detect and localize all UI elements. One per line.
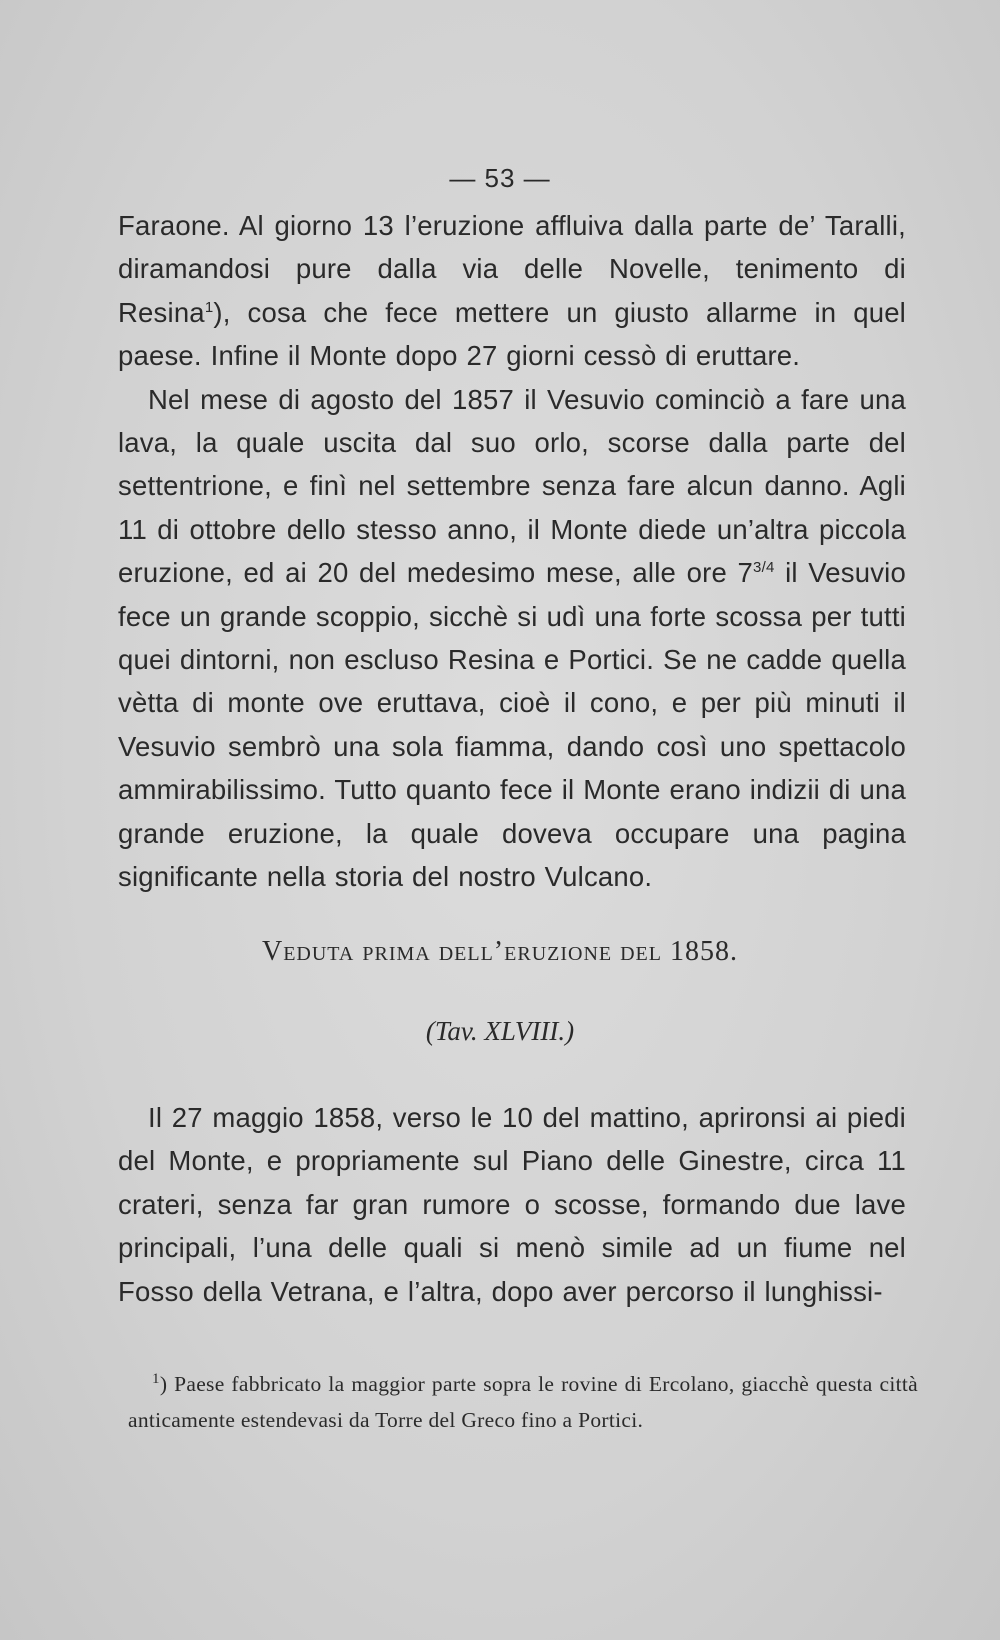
paragraph-1-text-end: ), cosa che fece mettere un giusto allarme in quel paese. Infine il Monte dopo 27 giorni cessò di eruttare. [118,296,906,372]
paragraph-2 [118,378,906,899]
footnote [128,1366,918,1438]
paragraph-2-text-b: il Vesuvio fece un grande scoppio, sicchè si udì una forte scossa per tutti quei dintorni, non escluso Resina e Portici. Se ne cadde quella vètta di monte ove eruttava, cioè il cono, e per più minuti il Vesuvio sembrò una sola fiamma, dando così uno spettacolo ammirabilissimo. Tutto quanto fece il Monte erano indizii di una grande eruzione, la quale doveva occupare una pagina significante nella storia del nostro Vulcano. [118,557,906,893]
paragraph-1 [118,204,906,378]
footnote-text-block [128,1366,918,1438]
body-text-bottom [118,1096,906,1313]
paragraph-2-text-a: Nel mese di agosto del 1857 il Vesuvio cominciò a fare una lava, la quale uscita dal suo orlo, scorse dalla parte del settentrione, e finì nel settembre senza fare alcun danno. Agli 11 di ottobre dello stesso anno, il Monte diede un’altra piccola eruzione, ed ai 20 del medesimo mese, alle ore 7 [118,383,906,589]
paragraph-3: Il 27 maggio 1858, verso le 10 del mattino, aprironsi ai piedi del Monte, e propriamente sul Piano delle Ginestre, circa 11 crateri, senza far gran rumore o scosse, formando due lave principali, l’una delle quali si menò simile ad un fiume nel Fosso della Vetrana, e l’altra, dopo aver percorso il lunghissi- [118,1102,906,1307]
body-text-top [118,204,906,899]
paragraph-1-text: Faraone. Al giorno 13 l’eruzione affluiva dalla parte de’ Taralli, diramandosi pure dalla via delle Novelle, tenimento di Resina [118,210,906,328]
footnote-reference: 1 [204,298,214,316]
plate-reference: (Tav. XLVIII.) [425,1016,575,1046]
footnote-mark: 1 [152,1370,160,1387]
footnote-text: ) Paese fabbricato la maggior parte sopra le rovine di Ercolano, giacchè questa città anticamente estendevasi da Torre del Greco fino a Portici. [128,1372,918,1432]
hour-fraction: 3/4 [753,559,775,577]
page-number: — 53 — [449,163,551,193]
section-heading: Veduta prima dell’eruzione del 1858. [261,936,738,967]
